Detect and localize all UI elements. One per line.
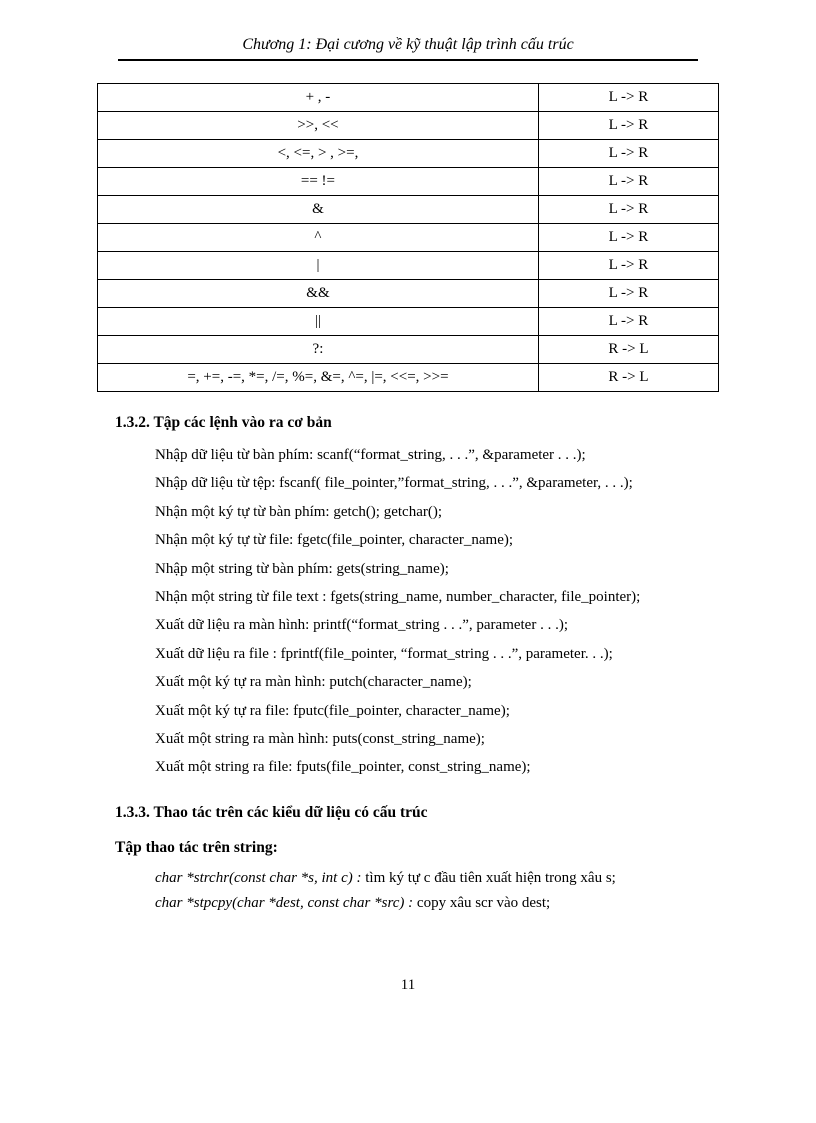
header-rule: [118, 59, 698, 61]
operator-cell: >>, <<: [98, 112, 539, 140]
table-row: [98, 252, 719, 280]
table-row: [98, 196, 719, 224]
associativity-cell: L -> R: [538, 196, 718, 224]
associativity-cell: L -> R: [538, 224, 718, 252]
io-line: Xuất dữ liệu ra màn hình: printf(“format_string . . .”, parameter . . .);: [155, 617, 568, 634]
io-line: Xuất một ký tự ra màn hình: putch(character_name);: [155, 674, 472, 691]
string-op-line: [155, 891, 719, 917]
associativity-cell: L -> R: [538, 308, 718, 336]
table-row: [98, 364, 719, 392]
io-line: Nhận một string từ file text : fgets(string_name, number_character, file_pointer);: [155, 589, 641, 606]
io-line: Nhập dữ liệu từ bàn phím: scanf(“format_string, . . .”, &parameter . . .);: [155, 447, 586, 463]
io-line: Nhập dữ liệu từ tệp: fscanf( file_pointer,”format_string, . . .”, &parameter, . . .);: [155, 475, 633, 492]
table-row: [98, 168, 719, 196]
operator-cell: ||: [98, 308, 539, 336]
io-line: Xuất một string ra file: fputs(file_pointer, const_string_name);: [155, 759, 531, 776]
table-row: [98, 280, 719, 308]
string-ops-heading: Tập thao tác trên string:: [115, 838, 278, 856]
associativity-cell: R -> L: [538, 364, 718, 392]
operator-cell: ?:: [98, 336, 539, 364]
io-line: Nhận một ký tự từ bàn phím: getch(); getchar();: [155, 503, 443, 520]
table-row: [98, 140, 719, 168]
string-op-desc: copy xâu scr vào dest;: [413, 895, 551, 912]
io-line: Xuất một string ra màn hình: puts(const_string_name);: [155, 731, 485, 748]
page-content: [0, 83, 816, 917]
io-line: Xuất một ký tự ra file: fputc(file_pointer, character_name);: [155, 702, 510, 719]
table-row: [98, 336, 719, 364]
operator-cell: + , -: [98, 84, 539, 112]
associativity-cell: L -> R: [538, 112, 718, 140]
io-line: Nhập một string từ bàn phím: gets(string_name);: [155, 560, 449, 577]
io-line: Nhận một ký tự từ file: fgetc(file_pointer, character_name);: [155, 532, 514, 549]
chapter-title: Chương 1: Đại cương về kỹ thuật lập trình cấu trúc: [242, 36, 574, 53]
operator-cell: <, <=, > , >=,: [98, 140, 539, 168]
string-op-code: char *strchr(const char *s, int c) :: [155, 869, 362, 886]
associativity-cell: L -> R: [538, 252, 718, 280]
string-op-line: [155, 866, 719, 892]
section-heading-132: 1.3.2. Tập các lệnh vào ra cơ bản: [115, 414, 332, 431]
page-number: 11: [400, 977, 416, 993]
string-ops-list: [155, 866, 719, 917]
operator-cell: =, +=, -=, *=, /=, %=, &=, ^=, |=, <<=, >>=: [98, 364, 539, 392]
io-command-list: [155, 441, 719, 782]
associativity-cell: L -> R: [538, 280, 718, 308]
table-row: [98, 224, 719, 252]
table-row: [98, 112, 719, 140]
operator-cell: == !=: [98, 168, 539, 196]
associativity-cell: R -> L: [538, 336, 718, 364]
operator-cell: ^: [98, 224, 539, 252]
table-row: [98, 84, 719, 112]
associativity-cell: L -> R: [538, 84, 718, 112]
operator-precedence-table: [97, 83, 719, 392]
table-row: [98, 308, 719, 336]
page-header: [0, 0, 816, 61]
associativity-cell: L -> R: [538, 168, 718, 196]
operator-cell: &: [98, 196, 539, 224]
operator-cell: &&: [98, 280, 539, 308]
section-heading-133: 1.3.3. Thao tác trên các kiểu dữ liệu có cấu trúc: [115, 803, 428, 821]
string-op-code: char *stpcpy(char *dest, const char *src) :: [155, 895, 414, 912]
associativity-cell: L -> R: [538, 140, 718, 168]
string-op-desc: tìm ký tự c đầu tiên xuất hiện trong xâu s;: [361, 869, 616, 886]
io-line: Xuất dữ liệu ra file : fprintf(file_pointer, “format_string . . .”, parameter. . .);: [155, 645, 613, 662]
operator-cell: |: [98, 252, 539, 280]
